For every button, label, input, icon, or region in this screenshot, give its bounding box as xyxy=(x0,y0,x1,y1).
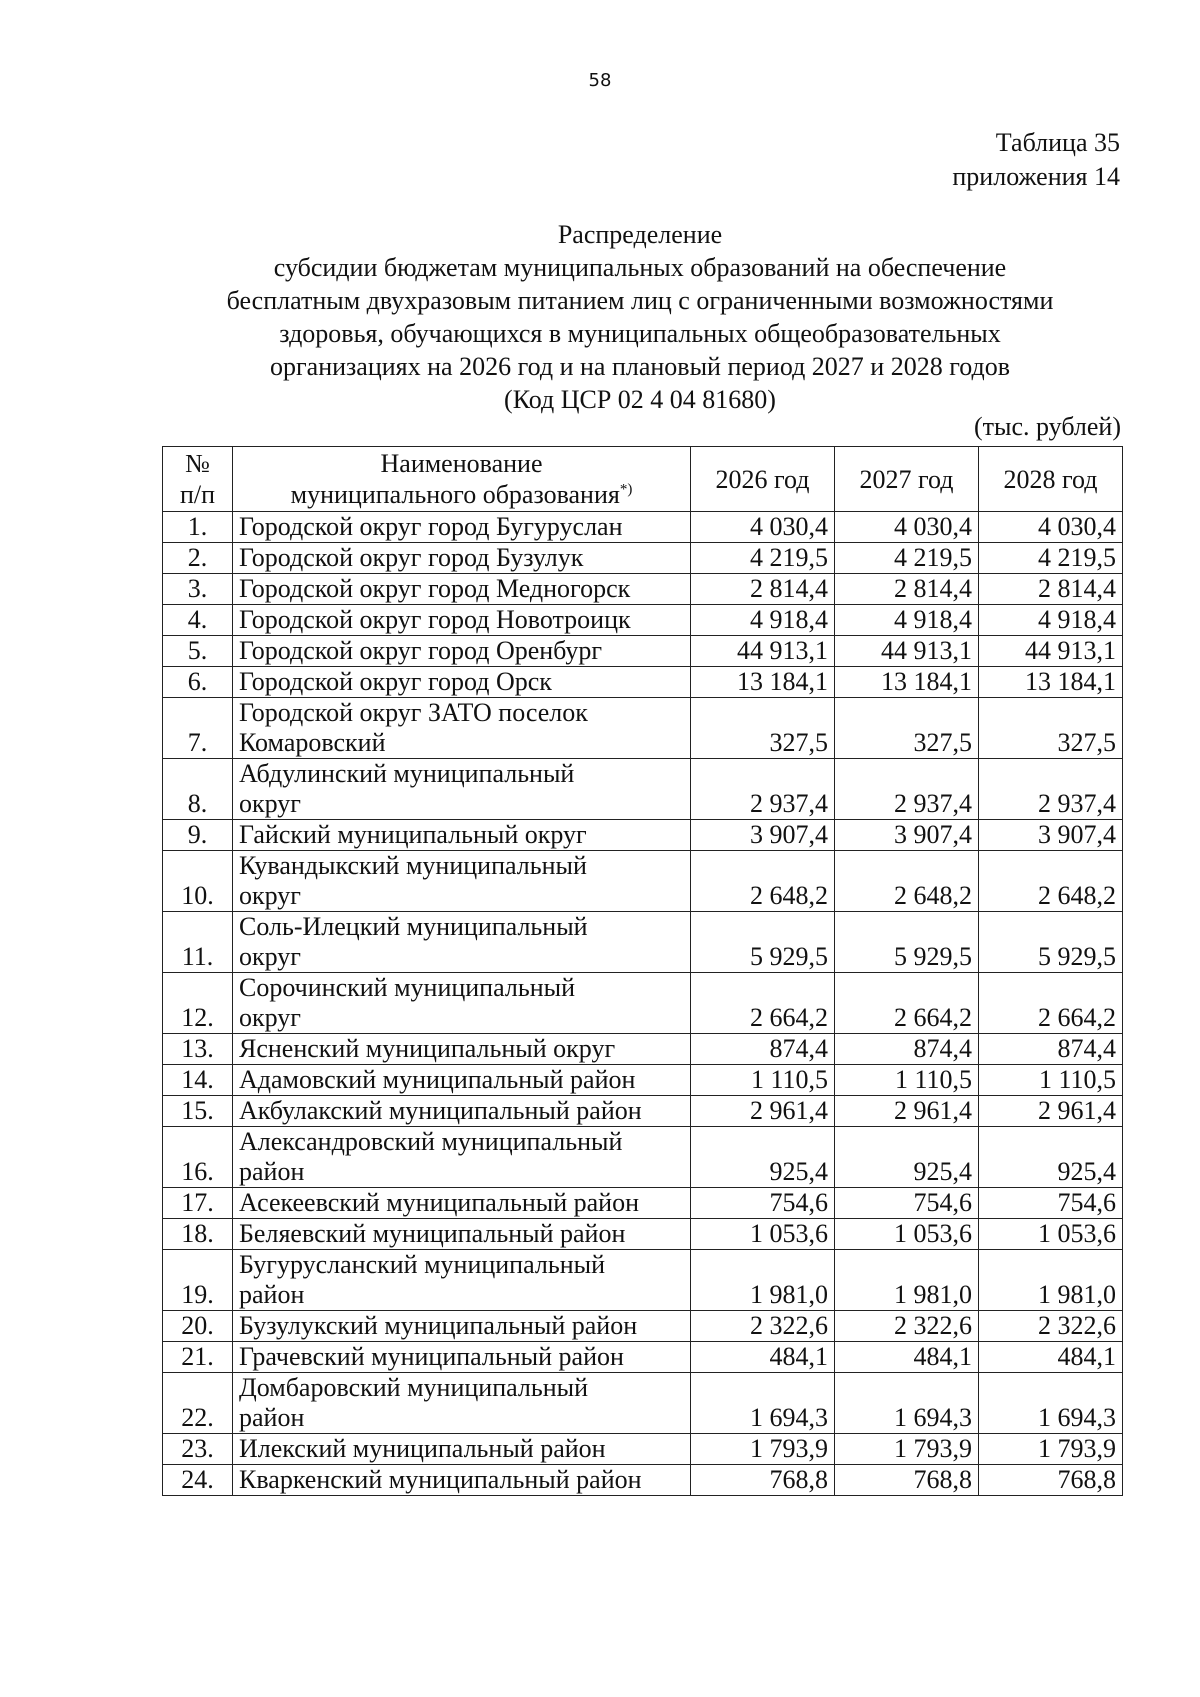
value-2027: 754,6 xyxy=(835,1188,979,1219)
header-2027: 2027 год xyxy=(835,447,979,512)
value-2026: 327,5 xyxy=(691,698,835,759)
value-2028: 4 030,4 xyxy=(979,512,1123,543)
table-reference xyxy=(952,126,1120,194)
table-row xyxy=(163,1127,1123,1188)
table-row xyxy=(163,698,1123,759)
value-2026: 5 929,5 xyxy=(691,912,835,973)
title-line: бесплатным двухразовым питанием лиц с ограниченными возможностями xyxy=(226,286,1054,315)
value-2027: 2 322,6 xyxy=(835,1311,979,1342)
value-2027: 925,4 xyxy=(835,1127,979,1188)
value-2027: 2 937,4 xyxy=(835,759,979,820)
value-2027: 1 110,5 xyxy=(835,1065,979,1096)
row-number: 7. xyxy=(163,698,233,759)
value-2027: 13 184,1 xyxy=(835,667,979,698)
municipality-name: Грачевский муниципальный район xyxy=(233,1342,691,1373)
table-ref-line1: Таблица 35 xyxy=(995,128,1120,157)
value-2028: 4 219,5 xyxy=(979,543,1123,574)
value-2026: 2 814,4 xyxy=(691,574,835,605)
municipality-name xyxy=(233,698,691,759)
table-row xyxy=(163,667,1123,698)
value-2028: 4 918,4 xyxy=(979,605,1123,636)
table-row xyxy=(163,1065,1123,1096)
municipality-name-line: округ xyxy=(239,881,301,910)
municipality-name xyxy=(233,1250,691,1311)
value-2028: 44 913,1 xyxy=(979,636,1123,667)
municipality-name xyxy=(233,851,691,912)
municipality-name: Беляевский муниципальный район xyxy=(233,1219,691,1250)
value-2026: 1 981,0 xyxy=(691,1250,835,1311)
title-line: субсидии бюджетам муниципальных образований на обеспечение xyxy=(273,253,1007,282)
value-2028: 2 648,2 xyxy=(979,851,1123,912)
row-number: 14. xyxy=(163,1065,233,1096)
title-line: организациях на 2026 год и на плановый период 2027 и 2028 годов xyxy=(270,352,1010,381)
table-row xyxy=(163,574,1123,605)
value-2027: 4 030,4 xyxy=(835,512,979,543)
municipality-name: Городской округ город Медногорск xyxy=(233,574,691,605)
row-number: 10. xyxy=(163,851,233,912)
municipality-name-line: Александровский муниципальный xyxy=(239,1127,623,1156)
row-number: 16. xyxy=(163,1127,233,1188)
value-2026: 44 913,1 xyxy=(691,636,835,667)
row-number: 6. xyxy=(163,667,233,698)
value-2026: 1 694,3 xyxy=(691,1373,835,1434)
value-2026: 3 907,4 xyxy=(691,820,835,851)
municipality-name: Илекский муниципальный район xyxy=(233,1434,691,1465)
value-2027: 874,4 xyxy=(835,1034,979,1065)
value-2028: 2 664,2 xyxy=(979,973,1123,1034)
value-2028: 754,6 xyxy=(979,1188,1123,1219)
table-header-row xyxy=(163,447,1123,512)
value-2026: 4 918,4 xyxy=(691,605,835,636)
municipality-name-line: Бугурусланский муниципальный xyxy=(239,1250,605,1279)
value-2026: 2 961,4 xyxy=(691,1096,835,1127)
table-row xyxy=(163,1465,1123,1496)
table-row xyxy=(163,1250,1123,1311)
municipality-name: Адамовский муниципальный район xyxy=(233,1065,691,1096)
value-2027: 1 793,9 xyxy=(835,1434,979,1465)
municipality-name: Асекеевский муниципальный район xyxy=(233,1188,691,1219)
value-2027: 484,1 xyxy=(835,1342,979,1373)
header-name: Наименование муниципального образования*) xyxy=(233,447,691,512)
value-2026: 2 937,4 xyxy=(691,759,835,820)
row-number: 24. xyxy=(163,1465,233,1496)
value-2027: 2 664,2 xyxy=(835,973,979,1034)
municipality-name: Кваркенский муниципальный район xyxy=(233,1465,691,1496)
value-2027: 44 913,1 xyxy=(835,636,979,667)
table-row xyxy=(163,543,1123,574)
value-2026: 4 030,4 xyxy=(691,512,835,543)
row-number: 19. xyxy=(163,1250,233,1311)
value-2026: 2 648,2 xyxy=(691,851,835,912)
table-row xyxy=(163,1373,1123,1434)
value-2028: 2 814,4 xyxy=(979,574,1123,605)
value-2026: 1 053,6 xyxy=(691,1219,835,1250)
municipality-name xyxy=(233,1373,691,1434)
value-2028: 2 937,4 xyxy=(979,759,1123,820)
municipality-name-line: Абдулинский муниципальный xyxy=(239,759,575,788)
municipality-name xyxy=(233,1127,691,1188)
value-2028: 484,1 xyxy=(979,1342,1123,1373)
value-2027: 4 219,5 xyxy=(835,543,979,574)
municipality-name-line: Соль-Илецкий муниципальный xyxy=(239,912,588,941)
municipality-name-line: Городской округ ЗАТО поселок xyxy=(239,698,588,727)
table-row xyxy=(163,1219,1123,1250)
title-line: здоровья, обучающихся в муниципальных общеобразовательных xyxy=(279,319,1001,348)
table-row xyxy=(163,1311,1123,1342)
municipality-name: Гайский муниципальный округ xyxy=(233,820,691,851)
municipality-name-line: Комаровский xyxy=(239,728,386,757)
table-row xyxy=(163,1034,1123,1065)
municipality-name-line: округ xyxy=(239,789,301,818)
municipality-name xyxy=(233,973,691,1034)
row-number: 2. xyxy=(163,543,233,574)
value-2026: 754,6 xyxy=(691,1188,835,1219)
value-2028: 13 184,1 xyxy=(979,667,1123,698)
value-2028: 2 322,6 xyxy=(979,1311,1123,1342)
table-row xyxy=(163,605,1123,636)
row-number: 20. xyxy=(163,1311,233,1342)
row-number: 5. xyxy=(163,636,233,667)
municipality-name-line: округ xyxy=(239,1003,301,1032)
value-2026: 2 664,2 xyxy=(691,973,835,1034)
table-row xyxy=(163,973,1123,1034)
municipality-name-line: район xyxy=(239,1157,305,1186)
municipality-name xyxy=(233,912,691,973)
header-2026: 2026 год xyxy=(691,447,835,512)
value-2028: 1 694,3 xyxy=(979,1373,1123,1434)
row-number: 9. xyxy=(163,820,233,851)
municipality-name-line: район xyxy=(239,1280,305,1309)
row-number: 8. xyxy=(163,759,233,820)
title-code: (Код ЦСР 02 4 04 81680) xyxy=(504,385,776,414)
value-2026: 4 219,5 xyxy=(691,543,835,574)
municipality-name: Городской округ город Бузулук xyxy=(233,543,691,574)
row-number: 15. xyxy=(163,1096,233,1127)
value-2026: 768,8 xyxy=(691,1465,835,1496)
distribution-table xyxy=(162,446,1123,1496)
row-number: 4. xyxy=(163,605,233,636)
value-2026: 13 184,1 xyxy=(691,667,835,698)
value-2028: 874,4 xyxy=(979,1034,1123,1065)
value-2027: 2 814,4 xyxy=(835,574,979,605)
table-row xyxy=(163,1188,1123,1219)
row-number: 13. xyxy=(163,1034,233,1065)
municipality-name-line: Кувандыкский муниципальный xyxy=(239,851,587,880)
units-label: (тыс. рублей) xyxy=(973,412,1121,441)
table-row xyxy=(163,1434,1123,1465)
value-2028: 2 961,4 xyxy=(979,1096,1123,1127)
footnote-mark: *) xyxy=(619,481,633,498)
value-2027: 2 648,2 xyxy=(835,851,979,912)
value-2027: 768,8 xyxy=(835,1465,979,1496)
row-number: 17. xyxy=(163,1188,233,1219)
document-title xyxy=(150,218,1130,416)
value-2028: 1 110,5 xyxy=(979,1065,1123,1096)
value-2026: 925,4 xyxy=(691,1127,835,1188)
value-2028: 5 929,5 xyxy=(979,912,1123,973)
value-2028: 925,4 xyxy=(979,1127,1123,1188)
table-row xyxy=(163,1096,1123,1127)
row-number: 12. xyxy=(163,973,233,1034)
value-2027: 1 053,6 xyxy=(835,1219,979,1250)
row-number: 22. xyxy=(163,1373,233,1434)
value-2026: 874,4 xyxy=(691,1034,835,1065)
value-2028: 1 053,6 xyxy=(979,1219,1123,1250)
row-number: 18. xyxy=(163,1219,233,1250)
row-number: 23. xyxy=(163,1434,233,1465)
title-line: Распределение xyxy=(557,220,723,249)
value-2026: 1 793,9 xyxy=(691,1434,835,1465)
municipality-name-line: округ xyxy=(239,942,301,971)
header-number: № п/п xyxy=(163,447,233,512)
municipality-name-line: район xyxy=(239,1403,305,1432)
row-number: 1. xyxy=(163,512,233,543)
value-2026: 2 322,6 xyxy=(691,1311,835,1342)
value-2028: 1 981,0 xyxy=(979,1250,1123,1311)
value-2028: 327,5 xyxy=(979,698,1123,759)
municipality-name: Акбулакский муниципальный район xyxy=(233,1096,691,1127)
table-row xyxy=(163,851,1123,912)
value-2027: 5 929,5 xyxy=(835,912,979,973)
table-row xyxy=(163,1342,1123,1373)
municipality-name: Городской округ город Оренбург xyxy=(233,636,691,667)
value-2027: 1 694,3 xyxy=(835,1373,979,1434)
municipality-name: Городской округ город Бугуруслан xyxy=(233,512,691,543)
page-number: 58 xyxy=(588,70,612,91)
table-row xyxy=(163,912,1123,973)
value-2028: 1 793,9 xyxy=(979,1434,1123,1465)
municipality-name-line: Домбаровский муниципальный xyxy=(239,1373,589,1402)
row-number: 21. xyxy=(163,1342,233,1373)
value-2027: 2 961,4 xyxy=(835,1096,979,1127)
row-number: 3. xyxy=(163,574,233,605)
municipality-name xyxy=(233,759,691,820)
municipality-name: Бузулукский муниципальный район xyxy=(233,1311,691,1342)
municipality-name: Ясненский муниципальный округ xyxy=(233,1034,691,1065)
table-row xyxy=(163,512,1123,543)
value-2026: 1 110,5 xyxy=(691,1065,835,1096)
table-row xyxy=(163,636,1123,667)
value-2027: 3 907,4 xyxy=(835,820,979,851)
value-2027: 1 981,0 xyxy=(835,1250,979,1311)
table-ref-line2: приложения 14 xyxy=(952,162,1120,191)
table-body xyxy=(163,512,1123,1496)
municipality-name-line: Сорочинский муниципальный xyxy=(239,973,575,1002)
value-2026: 484,1 xyxy=(691,1342,835,1373)
value-2028: 3 907,4 xyxy=(979,820,1123,851)
table-row xyxy=(163,759,1123,820)
value-2027: 4 918,4 xyxy=(835,605,979,636)
row-number: 11. xyxy=(163,912,233,973)
municipality-name: Городской округ город Орск xyxy=(233,667,691,698)
value-2027: 327,5 xyxy=(835,698,979,759)
municipality-name: Городской округ город Новотроицк xyxy=(233,605,691,636)
value-2028: 768,8 xyxy=(979,1465,1123,1496)
header-2028: 2028 год xyxy=(979,447,1123,512)
table-row xyxy=(163,820,1123,851)
